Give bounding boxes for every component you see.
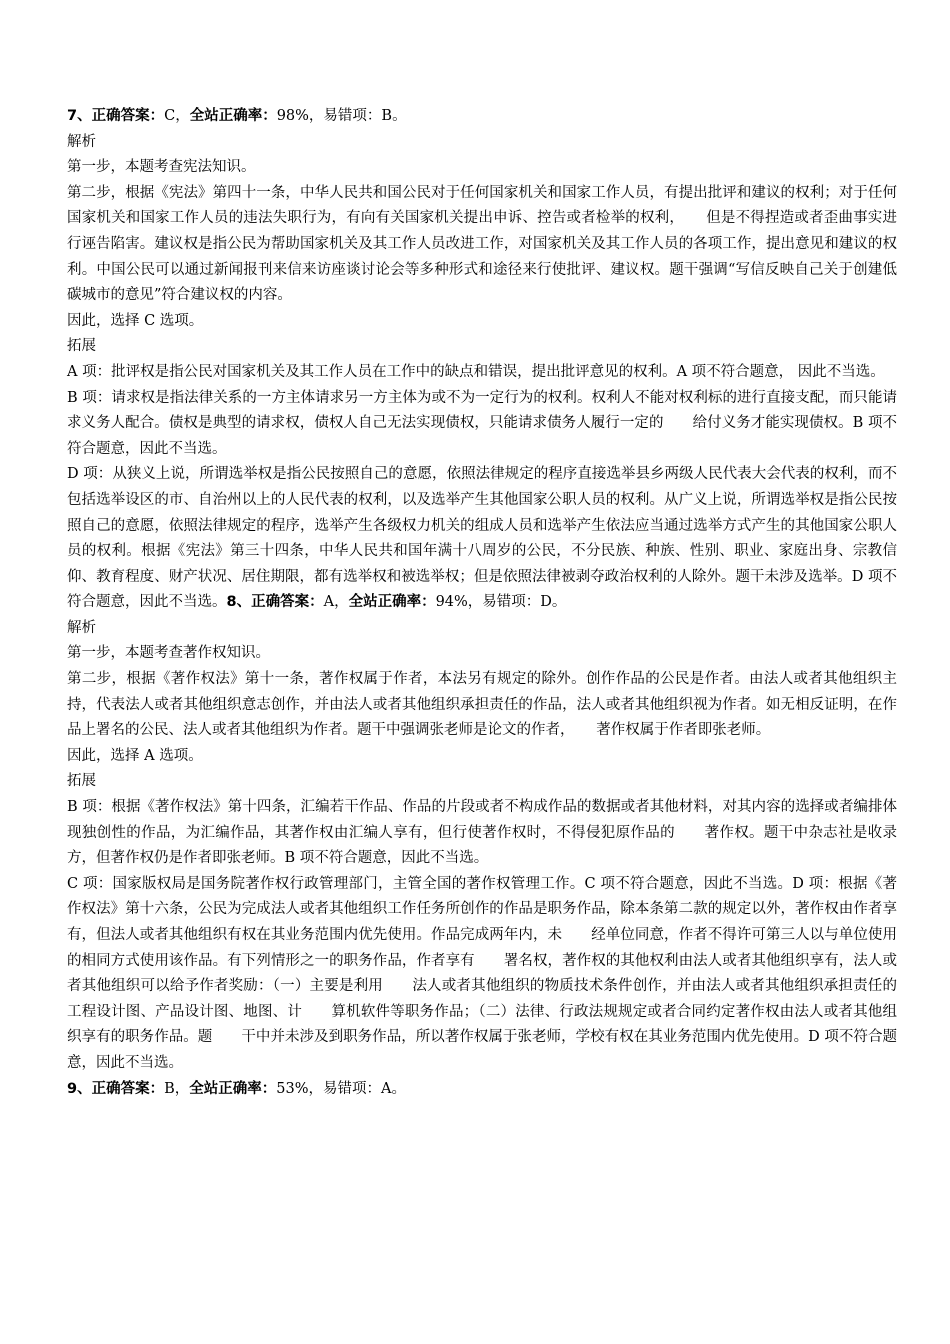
q9-number: 9、 (67, 1080, 92, 1097)
q7-analysis-title: 解析 (67, 133, 96, 150)
q8-option-b: B 项：根据《著作权法》第十四条，汇编若干作品、作品的片段或者不构成作品的数据或者其他材料，对其内容的选择或者编排体现独创性的作品，为汇编作品，其著作权由汇编人享有，但行使著作权时，不得侵犯原作品的 著作权。题干中杂志社是收录方，但著作权仍是作者即张老师。B 项不符合题意，因此不当选。 (67, 799, 897, 867)
q8-step2: 第二步，根据《著作权法》第十一条，著作权属于作者，本法另有规定的除外。创作作品的公民是作者。由法人或者其他组织主持，代表法人或者其他组织意志创作，并由法人或者其他组织承担责任的作品，法人或者其他组织视为作者。如无相反证明，在作品上署名的公民、法人或者其他组织为作者。题干中强调张老师是论文的作者， 著作权属于作者即张老师。 (67, 671, 897, 739)
q8-accuracy-label: 全站正确率： (348, 594, 436, 611)
q9-accuracy-value: 53%，易错项：A。 (276, 1080, 406, 1097)
q8-step1: 第一步，本题考查著作权知识。 (67, 645, 270, 662)
q9-answer-value: B， (164, 1080, 190, 1097)
q7-option-d-and-q8-header (67, 462, 897, 616)
q8-extension-title: 拓展 (67, 773, 96, 790)
q8-answer-value: A， (323, 594, 349, 611)
document-body (67, 104, 897, 1102)
q7-option-d: D 项：从狭义上说，所谓选举权是指公民按照自己的意愿，依照法律规定的程序直接选举县乡两级人民代表大会代表的权利，而不包括选举设区的市、自治州以上的人民代表的权利，以及选举产生其他国家公职人员的权利。从广义上说，所谓选举权是指公民按照自己的意愿，依照法律规定的程序，选举产生各级权力机关的组成人员和选举产生依法应当通过选举方式产生的其他国家公职人员的权利。根据《宪法》第三十四条，中华人民共和国年满十八周岁的公民，不分民族、种族、性别、职业、家庭出身、宗教信仰、教育程度、财产状况、居住期限，都有选举权和被选举权；但是依照法律被剥夺政治权利的人除外。题干未涉及选举。D 项不符合题意，因此不当选。 (67, 466, 897, 611)
q7-option-a: A 项：批评权是指公民对国家机关及其工作人员在工作中的缺点和错误，提出批评意见的权利。A 项不符合题意， 因此不当选。 (67, 363, 885, 380)
q8-accuracy-value: 94%，易错项：D。 (435, 594, 567, 611)
q7-step2: 第二步，根据《宪法》第四十一条，中华人民共和国公民对于任何国家机关和国家工作人员，有提出批评和建议的权利；对于任何国家机关和国家工作人员的违法失职行为，有向有关国家机关提出申诉、控告或者检举的权利， 但是不得捏造或者歪曲事实进行诬告陷害。建议权是指公民为帮助国家机关及其工作人员改进工作，对国家机关及其工作人员的各项工作，提出意见和建议的权利。中国公民可以通过新闻报刊来信来访座谈讨论会等多种形式和途径来行使批评、建议权。题干强调“写信反映自己关于创建低碳城市的意见”符合建议权的内容。 (67, 184, 897, 304)
q7-step1: 第一步，本题考查宪法知识。 (67, 159, 256, 176)
q7-accuracy-value: 98%，易错项：B。 (276, 108, 407, 124)
q8-conclusion: 因此，选择 A 选项。 (67, 747, 203, 764)
q9-answer-label: 正确答案： (91, 1080, 165, 1097)
q7-number: 7、 (67, 108, 92, 124)
q9-header (67, 1077, 897, 1103)
q8-answer-label: 正确答案： (251, 594, 324, 611)
q8-number: 8、 (226, 594, 252, 611)
q7-answer-value: C， (164, 108, 190, 124)
q8-option-c-d: C 项：国家版权局是国务院著作权行政管理部门，主管全国的著作权管理工作。C 项不符合题意，因此不当选。D 项：根据《著作权法》第十六条，公民为完成法人或者其他组织工作任务所创作的作品是职务作品，除本条第二款的规定以外，著作权由作者享有，但法人或者其他组织有权在其业务范围内优先使用。作品完成两年内，未 经单位同意，作者不得许可第三人以与单位使用的相同方式使用该作品。有下列情形之一的职务作品，作者享有 署名权，著作权的其他权利由法人或者其他组织享有，法人或者其他组织可以给予作者奖励：（一）主要是利用 法人或者其他组织的物质技术条件创作，并由法人或者其他组织承担责任的工程设计图、产品设计图、地图、计 算机软件等职务作品；（二）法律、行政法规规定或者合同约定著作权由法人或者其他组织享有的职务作品。题 干中并未涉及到职务作品，所以著作权属于张老师，学校有权在其业务范围内优先使用。D 项不符合题意，因此不当选。 (67, 875, 897, 1071)
q7-option-b: B 项：请求权是指法律关系的一方主体请求另一方主体为或不为一定行为的权利。权利人不能对权利标的进行直接支配，而只能请求义务人配合。债权是典型的请求权，债权人自己无法实现债权，只能请求债务人履行一定的 给付义务才能实现债权。B 项不符合题意，因此不当选。 (67, 389, 897, 457)
q9-accuracy-label: 全站正确率： (189, 1080, 277, 1097)
q7-answer-label: 正确答案： (91, 108, 165, 124)
q8-analysis-title: 解析 (67, 619, 96, 636)
q7-header (67, 104, 897, 130)
q7-accuracy-label: 全站正确率： (189, 108, 277, 124)
q7-conclusion: 因此，选择 C 选项。 (67, 312, 204, 329)
q7-extension-title: 拓展 (67, 338, 96, 355)
